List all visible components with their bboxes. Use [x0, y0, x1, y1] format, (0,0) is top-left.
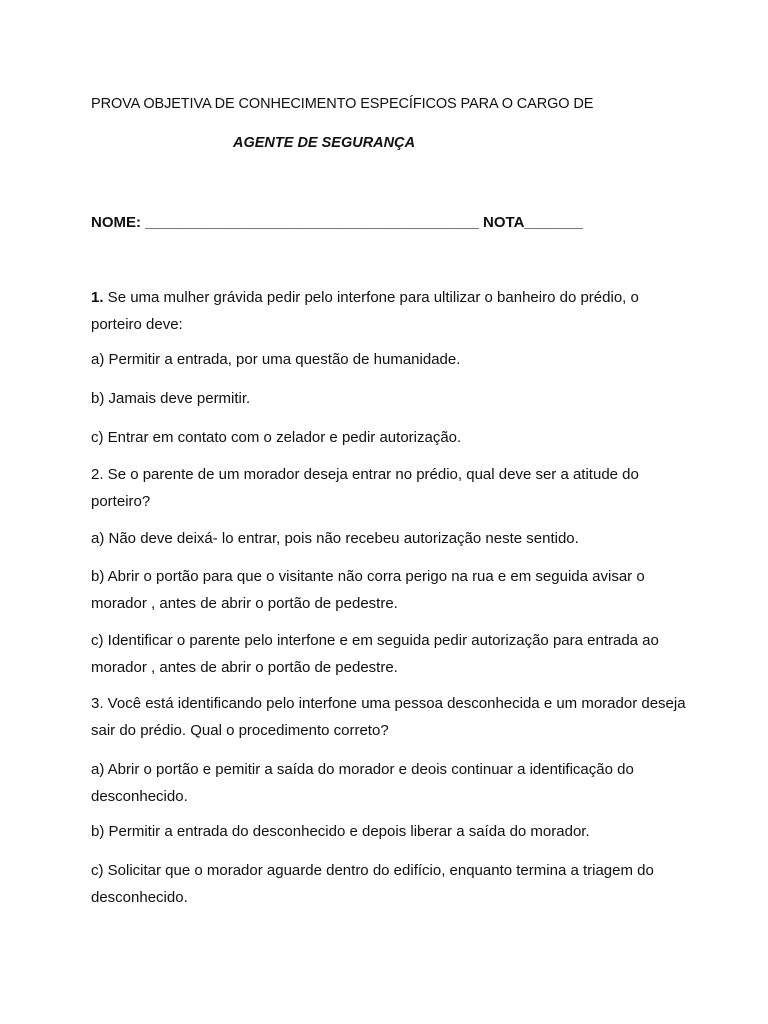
question-3 — [91, 690, 691, 744]
exam-title: PROVA OBJETIVA DE CONHECIMENTO ESPECÍFICOS PARA O CARGO DE — [91, 96, 594, 112]
question-1-number: 1. — [91, 289, 104, 306]
question-3-number: 3. — [91, 695, 104, 712]
question-3-option-a: a) Abrir o portão e pemitir a saída do morador e deois continuar a identificação do desconhecido. — [91, 761, 634, 805]
question-3-text: Você está identificando pelo interfone uma pessoa desconhecida e um morador deseja sair do prédio. Qual o procedimento correto? — [91, 695, 686, 739]
question-2-option-c: c) Identificar o parente pelo interfone e em seguida pedir autorização para entrada ao morador , antes de abrir o portão de pedestre. — [91, 632, 659, 676]
question-1-text: Se uma mulher grávida pedir pelo interfone para ultilizar o banheiro do prédio, o porteiro deve: — [91, 289, 639, 333]
question-1-option-a: a) Permitir a entrada, por uma questão de humanidade. — [91, 351, 461, 368]
question-1-option-b: b) Jamais deve permitir. — [91, 390, 251, 407]
name-grade-line: NOME: ________________________________________ NOTA_______ — [91, 214, 583, 231]
question-2 — [91, 461, 691, 515]
question-1 — [91, 284, 691, 338]
question-2-number: 2. — [91, 466, 104, 483]
exam-subtitle: AGENTE DE SEGURANÇA — [233, 135, 416, 151]
question-2-option-b: b) Abrir o portão para que o visitante não corra perigo na rua e em seguida avisar o morador , antes de abrir o portão de pedestre. — [91, 568, 645, 612]
question-3-option-c: c) Solicitar que o morador aguarde dentro do edifício, enquanto termina a triagem do desconhecido. — [91, 862, 654, 906]
question-2-option-a: a) Não deve deixá- lo entrar, pois não recebeu autorização neste sentido. — [91, 530, 579, 547]
question-1-option-c: c) Entrar em contato com o zelador e pedir autorização. — [91, 429, 462, 446]
question-3-option-b: b) Permitir a entrada do desconhecido e depois liberar a saída do morador. — [91, 823, 590, 840]
question-2-text: Se o parente de um morador deseja entrar no prédio, qual deve ser a atitude do porteiro? — [91, 466, 639, 510]
